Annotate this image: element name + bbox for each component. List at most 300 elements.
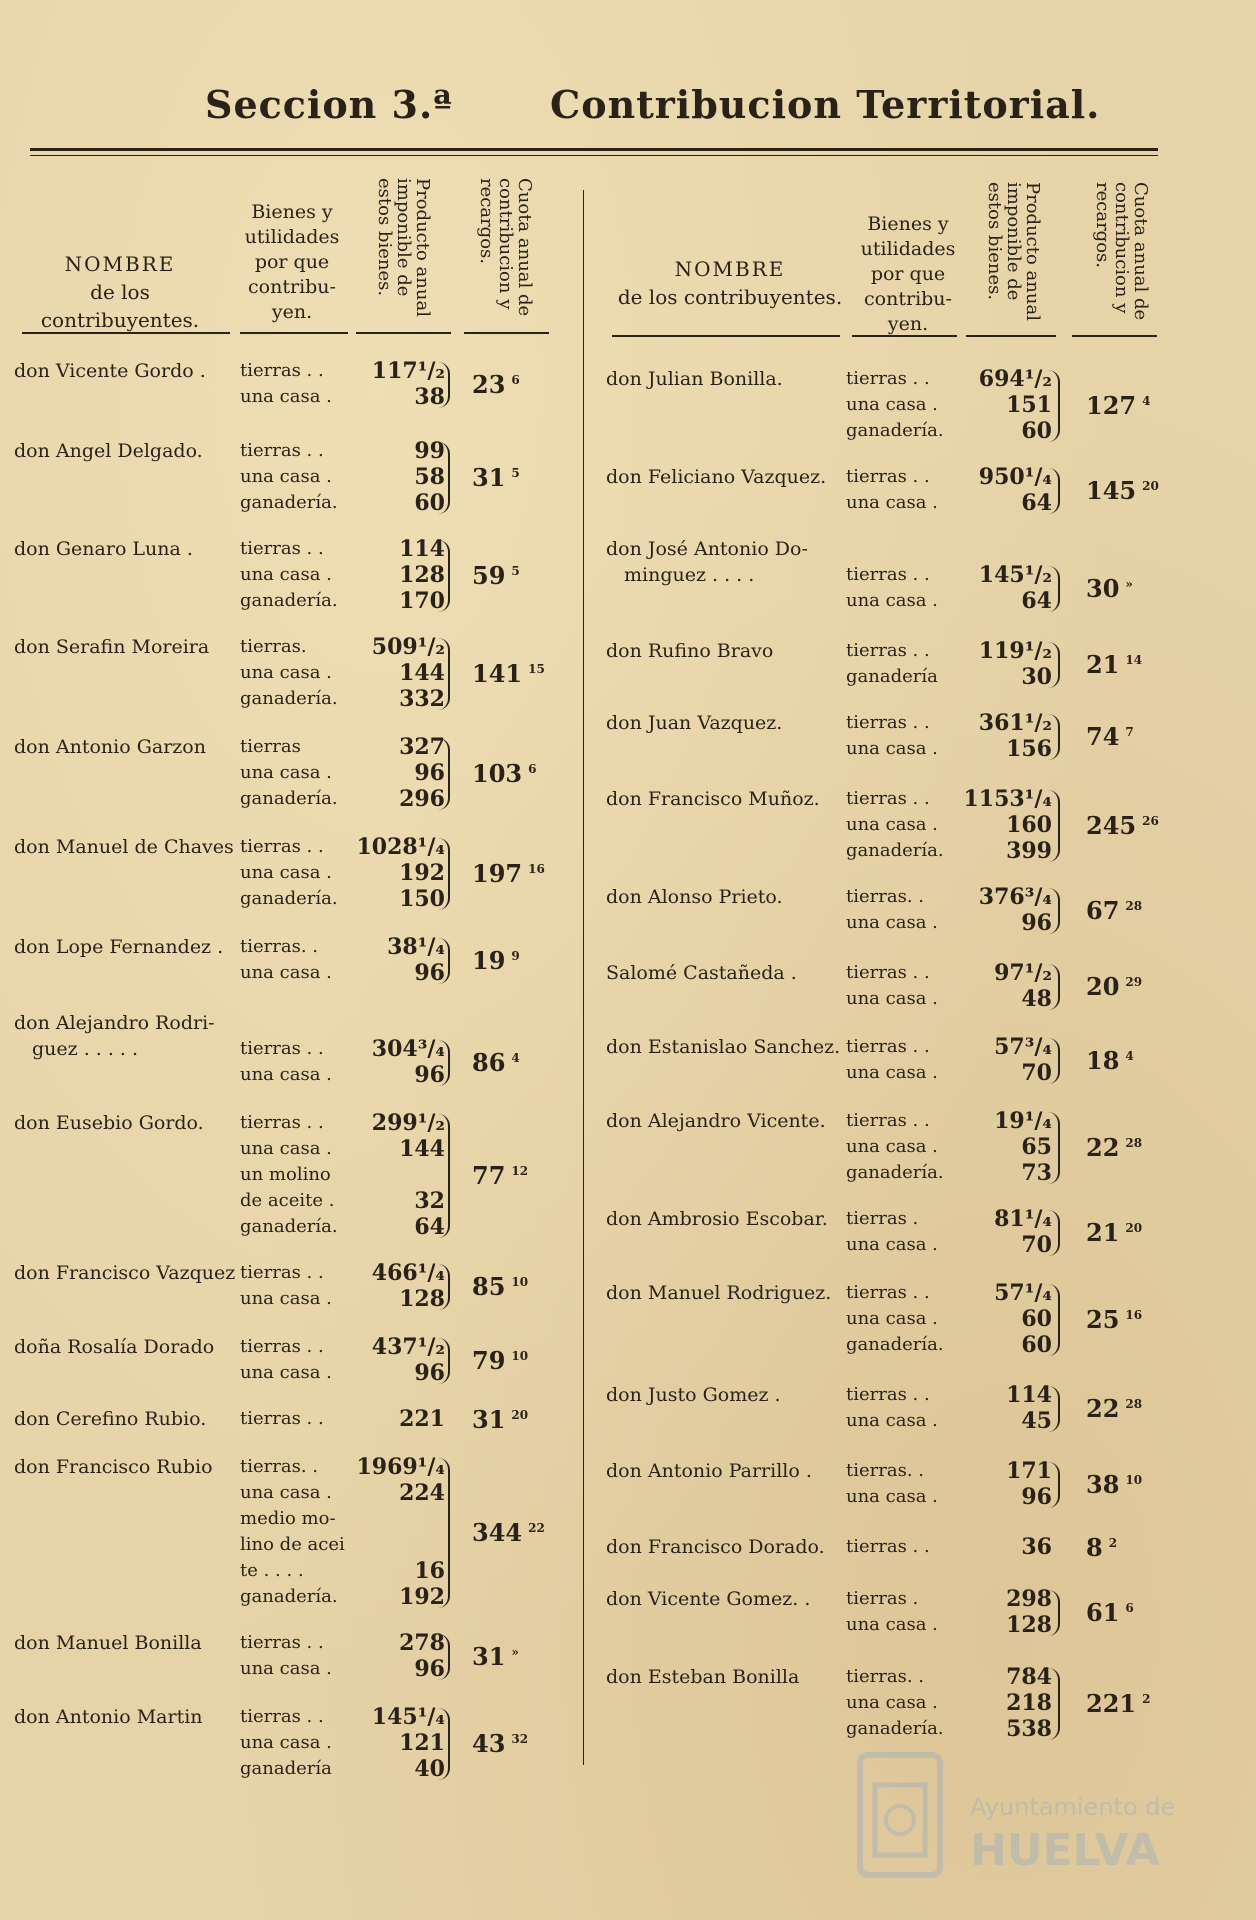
property-item: tierras. . — [240, 936, 318, 957]
product-values — [1006, 1664, 1052, 1742]
product-value: 145¹/₂ — [978, 562, 1052, 588]
property-item: tierras . . — [846, 640, 930, 661]
contributor-name: don Vicente Gomez. . — [606, 1588, 811, 1610]
property-list — [846, 368, 944, 446]
product-values — [372, 634, 445, 712]
property-item: una casa . — [846, 1692, 938, 1713]
product-value: 218 — [1006, 1690, 1052, 1716]
property-item: una casa . — [846, 492, 938, 513]
quota-value — [1086, 650, 1142, 679]
brace — [1048, 566, 1060, 612]
quota-cents: 4 — [1142, 394, 1151, 408]
property-list — [240, 1262, 332, 1314]
property-list — [240, 1632, 332, 1684]
title-rule-thin — [30, 155, 1158, 156]
quota-amount: 141 — [472, 659, 523, 688]
property-list — [846, 1036, 938, 1088]
product-value: 466¹/₄ — [371, 1260, 445, 1286]
property-item: una casa . — [846, 738, 938, 759]
name-header-line1: NOMBRE — [64, 252, 176, 276]
property-item: una casa . — [240, 1064, 332, 1085]
property-item: tierras . . — [846, 564, 930, 585]
quota-value — [472, 859, 545, 888]
property-item: ganadería. — [240, 1216, 338, 1237]
property-list — [240, 1408, 324, 1434]
quota-value — [1086, 1394, 1142, 1423]
product-value: 150 — [399, 886, 445, 912]
rule — [356, 332, 451, 334]
property-item: ganadería. — [846, 420, 944, 441]
product-value: 65 — [1021, 1134, 1052, 1160]
bienes-l2: utilidades — [860, 238, 956, 260]
product-value: 437¹/₂ — [371, 1334, 445, 1360]
brace — [1048, 1590, 1060, 1636]
property-item: de aceite . — [240, 1190, 335, 1211]
property-item: una casa . — [846, 1136, 938, 1157]
quota-value — [1086, 811, 1159, 840]
product-value: 128 — [399, 562, 445, 588]
product-value — [372, 1162, 445, 1188]
property-list — [240, 538, 338, 616]
product-value: 298 — [1006, 1586, 1052, 1612]
quota-value — [472, 1346, 528, 1375]
contributor-name: don Angel Delgado. — [14, 440, 203, 462]
brace — [438, 838, 450, 910]
quota-cents: 28 — [1125, 1136, 1143, 1150]
bienes-l3: por que — [870, 263, 946, 285]
property-item: una casa . — [240, 1138, 332, 1159]
quota-amount: 22 — [1086, 1133, 1120, 1162]
quota-amount: 23 — [472, 370, 506, 399]
property-item: una casa . — [240, 762, 332, 783]
property-list — [240, 1112, 338, 1242]
property-item: una casa . — [240, 1288, 332, 1309]
quota-value — [1086, 1689, 1150, 1718]
quota-value — [472, 1405, 528, 1434]
quota-amount: 61 — [1086, 1598, 1120, 1627]
quota-value — [1086, 896, 1142, 925]
property-list — [846, 962, 938, 1014]
brace — [438, 938, 450, 984]
brace — [1048, 964, 1060, 1010]
property-item: una casa . — [846, 1234, 938, 1255]
quota-cents: 15 — [528, 662, 545, 676]
brace — [438, 1264, 450, 1310]
property-list — [846, 712, 938, 764]
property-item: tierras — [240, 736, 301, 757]
product-value: 70 — [1021, 1232, 1052, 1258]
contributor-name: don Francisco Rubio — [14, 1456, 213, 1478]
quota-cents: 14 — [1125, 653, 1143, 667]
product-value: 278 — [399, 1630, 445, 1656]
product-value: 299¹/₂ — [371, 1110, 445, 1136]
contributor-name: don José Antonio Do- — [606, 538, 808, 560]
quota-cents: 22 — [528, 1521, 545, 1535]
property-item: una casa . — [846, 1308, 938, 1329]
product-values — [979, 366, 1052, 444]
product-value: 117¹/₂ — [371, 358, 445, 384]
product-values — [356, 834, 445, 912]
quota-value — [1086, 1133, 1142, 1162]
quota-value — [1086, 391, 1150, 420]
property-list — [846, 1536, 930, 1562]
quota-cents: 20 — [511, 1408, 529, 1422]
quota-amount: 79 — [472, 1346, 506, 1375]
product-value: 114 — [1006, 1382, 1052, 1408]
right-producto-header: Producto anual imponible de estos bienes. — [984, 182, 1043, 321]
quota-amount: 344 — [472, 1518, 523, 1547]
product-value: 950¹/₄ — [978, 464, 1052, 490]
property-list — [846, 1588, 938, 1640]
product-value: 1153¹/₄ — [963, 786, 1052, 812]
quota-amount: 30 — [1086, 574, 1120, 603]
contributor-name: don Cerefino Rubio. — [14, 1408, 207, 1430]
quota-cents: 5 — [511, 564, 520, 578]
contributor-name: don Juan Vazquez. — [606, 712, 783, 734]
quota-cents: 10 — [511, 1275, 529, 1289]
left-name-header — [15, 250, 225, 425]
product-value: 361¹/₂ — [978, 710, 1052, 736]
bienes-l4: contribu- — [864, 288, 952, 310]
quota-amount: 19 — [472, 946, 506, 975]
quota-value — [472, 1272, 528, 1301]
product-value — [356, 1506, 445, 1532]
property-list — [846, 1384, 938, 1436]
product-values — [979, 710, 1052, 762]
product-value: 57³/₄ — [994, 1034, 1052, 1060]
product-value: 32 — [414, 1188, 445, 1214]
product-value: 151 — [1006, 392, 1052, 418]
name-header-line1: NOMBRE — [674, 257, 786, 281]
contributor-name: doña Rosalía Dorado — [14, 1336, 215, 1358]
quota-cents: 6 — [1125, 1601, 1134, 1615]
bienes-l1: Bienes y — [251, 201, 333, 223]
property-item: tierras . . — [846, 368, 930, 389]
quota-value — [472, 1729, 528, 1758]
quota-cents: 28 — [1125, 899, 1143, 913]
brace — [1048, 370, 1060, 442]
product-value: 509¹/₂ — [371, 634, 445, 660]
brace — [1048, 1386, 1060, 1432]
property-item: tierras . . — [240, 1336, 324, 1357]
brace — [438, 1338, 450, 1384]
quota-value — [1086, 1046, 1134, 1075]
product-value: 145¹/₄ — [371, 1704, 445, 1730]
property-item: tierras . . — [846, 788, 930, 809]
product-value: 64 — [414, 1214, 445, 1240]
property-item: ganadería. — [240, 1586, 338, 1607]
property-item: una casa . — [846, 1410, 938, 1431]
contributor-name: don Ambrosio Escobar. — [606, 1208, 828, 1230]
product-value: 96 — [414, 960, 445, 986]
property-item: tierras . . — [846, 1282, 930, 1303]
product-value: 1969¹/₄ — [356, 1454, 445, 1480]
right-name-header — [610, 255, 850, 430]
product-value: 192 — [399, 860, 445, 886]
quota-amount: 103 — [472, 759, 523, 788]
left-cuota-header: Cuota anual de contribucion y recargos. — [476, 178, 535, 317]
product-value: 170 — [399, 588, 445, 614]
right-cuota-header: Cuota anual de contribucion y recargos. — [1092, 182, 1151, 321]
property-item: una casa . — [240, 862, 332, 883]
contributor-name: don Vicente Gordo . — [14, 360, 206, 382]
product-value: 1028¹/₄ — [356, 834, 445, 860]
product-value: 114 — [399, 536, 445, 562]
rule — [966, 335, 1056, 337]
product-value: 96 — [414, 760, 445, 786]
product-values — [979, 638, 1052, 690]
section-label: Seccion 3.ª — [205, 82, 453, 127]
property-item: tierras . . — [846, 466, 930, 487]
product-value: 224 — [399, 1480, 445, 1506]
property-item: una casa . — [846, 394, 938, 415]
product-value: 60 — [1021, 1332, 1052, 1358]
quota-cents: 16 — [528, 862, 545, 876]
brace — [438, 540, 450, 612]
brace — [1048, 642, 1060, 688]
quota-cents: 28 — [1125, 1397, 1143, 1411]
property-item: una casa . — [240, 1658, 332, 1679]
rule — [612, 335, 840, 337]
brace — [1048, 790, 1060, 862]
contributor-name-cont: minguez . . . . — [624, 564, 755, 586]
property-item: tierras . . — [846, 962, 930, 983]
brace — [1048, 1112, 1060, 1184]
contributor-name: don Lope Fernandez . — [14, 936, 224, 958]
product-value: 144 — [399, 660, 445, 686]
quota-amount: 43 — [472, 1729, 506, 1758]
property-item: un molino — [240, 1164, 331, 1185]
product-values — [399, 1406, 445, 1432]
product-value: 128 — [1006, 1612, 1052, 1638]
quota-cents: 6 — [511, 373, 520, 387]
property-item: ganadería. — [240, 492, 338, 513]
quota-value — [472, 759, 536, 788]
property-item: tierras. — [240, 636, 307, 657]
rule — [240, 332, 348, 334]
contributor-name: don Antonio Parrillo . — [606, 1460, 812, 1482]
product-value: 96 — [1021, 1484, 1052, 1510]
property-item: una casa . — [240, 662, 332, 683]
brace — [1048, 714, 1060, 760]
product-values — [994, 1206, 1052, 1258]
property-list — [240, 1336, 332, 1388]
property-list — [240, 836, 338, 914]
product-values — [356, 1454, 445, 1610]
contributor-name: don Francisco Muñoz. — [606, 788, 820, 810]
quota-value — [1086, 1305, 1142, 1334]
name-header-line2: de los contribuyentes. — [617, 285, 843, 309]
product-values — [963, 786, 1052, 864]
quota-amount: 245 — [1086, 811, 1137, 840]
property-list — [846, 788, 944, 866]
contributor-name: don Rufino Bravo — [606, 640, 774, 662]
brace — [438, 738, 450, 810]
name-header-line2: de los contribuyentes. — [40, 280, 200, 332]
property-list — [846, 1460, 938, 1512]
quota-cents: » — [1125, 577, 1133, 591]
quota-amount: 74 — [1086, 722, 1120, 751]
quota-amount: 127 — [1086, 391, 1137, 420]
center-divider — [583, 190, 584, 1765]
product-value: 160 — [1006, 812, 1052, 838]
product-value: 221 — [399, 1406, 445, 1432]
quota-value — [1086, 1470, 1142, 1499]
quota-value — [1086, 722, 1134, 751]
quota-cents: » — [511, 1645, 519, 1659]
product-values — [994, 960, 1052, 1012]
property-item: ganadería. — [846, 1162, 944, 1183]
contributor-name-cont: guez . . . . . — [32, 1038, 139, 1060]
bienes-l5: yen. — [887, 313, 929, 335]
quota-amount: 31 — [472, 463, 506, 492]
product-value: 36 — [1021, 1534, 1052, 1560]
quota-amount: 221 — [1086, 1689, 1137, 1718]
property-list — [240, 440, 338, 518]
property-item: una casa . — [240, 1482, 332, 1503]
property-item: tierras . . — [240, 1408, 324, 1429]
seal-line2: HUELVA — [970, 1825, 1160, 1876]
product-value: 16 — [414, 1558, 445, 1584]
contributor-name: don Serafin Moreira — [14, 636, 210, 658]
contributor-name: don Antonio Garzon — [14, 736, 206, 758]
quota-cents: 10 — [511, 1349, 529, 1363]
property-list — [846, 1208, 938, 1260]
product-value: 64 — [1021, 588, 1052, 614]
contributor-name: Salomé Castañeda . — [606, 962, 797, 984]
product-value: 99 — [414, 438, 445, 464]
property-item: lino de acei — [240, 1534, 345, 1555]
quota-amount: 145 — [1086, 476, 1137, 505]
product-value: 327 — [399, 734, 445, 760]
quota-cents: 29 — [1125, 975, 1143, 989]
quota-amount: 38 — [1086, 1470, 1120, 1499]
product-value: 73 — [1021, 1160, 1052, 1186]
property-list — [240, 360, 332, 412]
product-value: 40 — [414, 1756, 445, 1782]
brace — [438, 638, 450, 710]
bienes-l1: Bienes y — [867, 213, 949, 235]
contributor-name: don Feliciano Vazquez. — [606, 466, 827, 488]
contributor-name: don Alejandro Vicente. — [606, 1110, 826, 1132]
property-list — [240, 1706, 332, 1784]
quota-amount: 86 — [472, 1048, 506, 1077]
quota-amount: 25 — [1086, 1305, 1120, 1334]
quota-amount: 197 — [472, 859, 523, 888]
product-value: 119¹/₂ — [978, 638, 1052, 664]
product-values — [979, 884, 1052, 936]
quota-value — [472, 1161, 528, 1190]
product-values — [1006, 1586, 1052, 1638]
product-values — [372, 1260, 445, 1312]
bienes-l3: por que — [254, 251, 330, 273]
contributor-name: don Julian Bonilla. — [606, 368, 783, 390]
property-item: ganadería. — [240, 590, 338, 611]
quota-value — [472, 463, 520, 492]
brace — [1048, 1210, 1060, 1256]
product-values — [387, 934, 445, 986]
quota-value — [1086, 972, 1142, 1001]
quota-cents: 2 — [1142, 1692, 1151, 1706]
quota-value — [1086, 1533, 1117, 1562]
quota-value — [472, 561, 520, 590]
product-values — [372, 1334, 445, 1386]
property-item: tierras . — [846, 1588, 919, 1609]
right-bienes-header — [848, 212, 968, 387]
product-values — [1006, 1458, 1052, 1510]
property-item: tierras. . — [846, 1666, 924, 1687]
product-value: 57¹/₄ — [994, 1280, 1052, 1306]
product-values — [994, 1034, 1052, 1086]
property-item: tierras . . — [846, 1536, 930, 1557]
product-value: 96 — [414, 1656, 445, 1682]
quota-amount: 31 — [472, 1405, 506, 1434]
contributor-name: don Antonio Martin — [14, 1706, 203, 1728]
product-value: 96 — [1021, 910, 1052, 936]
product-value: 60 — [414, 490, 445, 516]
product-value — [356, 1532, 445, 1558]
product-value: 784 — [1006, 1664, 1052, 1690]
quota-cents: 16 — [1125, 1308, 1143, 1322]
quota-value — [472, 946, 520, 975]
property-list — [846, 1282, 944, 1360]
brace — [438, 1458, 450, 1608]
quota-cents: 26 — [1142, 814, 1159, 828]
brace — [438, 1634, 450, 1680]
quota-amount: 31 — [472, 1642, 506, 1671]
seal-line1: Ayuntamiento de — [970, 1793, 1176, 1821]
property-item: ganadería. — [846, 1718, 944, 1739]
property-item: tierras . . — [240, 836, 324, 857]
quota-amount: 77 — [472, 1161, 506, 1190]
contributor-name: don Manuel Bonilla — [14, 1632, 202, 1654]
property-item: tierras . . — [240, 1706, 324, 1727]
product-values — [979, 464, 1052, 516]
quota-cents: 4 — [1125, 1049, 1134, 1063]
product-value: 48 — [1021, 986, 1052, 1012]
property-item: ganadería. — [846, 840, 944, 861]
contributor-name: don Manuel Rodriguez. — [606, 1282, 832, 1304]
quota-amount: 22 — [1086, 1394, 1120, 1423]
quota-amount: 67 — [1086, 896, 1120, 925]
product-value: 144 — [399, 1136, 445, 1162]
brace — [1048, 1462, 1060, 1508]
quota-cents: 2 — [1108, 1536, 1118, 1550]
product-value: 96 — [414, 1062, 445, 1088]
product-value: 64 — [1021, 490, 1052, 516]
product-value: 156 — [1006, 736, 1052, 762]
property-item: tierras . . — [240, 1112, 324, 1133]
property-item: una casa . — [846, 1062, 938, 1083]
product-value: 60 — [1021, 418, 1052, 444]
quota-amount: 59 — [472, 561, 506, 590]
product-value: 192 — [399, 1584, 445, 1610]
product-value: 38 — [414, 384, 445, 410]
brace — [438, 1708, 450, 1780]
property-item: tierras . . — [240, 538, 324, 559]
contributor-name: don Esteban Bonilla — [606, 1666, 800, 1688]
quota-amount: 8 — [1086, 1533, 1103, 1562]
product-values — [1021, 1534, 1052, 1560]
property-list — [240, 736, 338, 814]
brace — [1048, 468, 1060, 514]
contributor-name: don Justo Gomez . — [606, 1384, 781, 1406]
bienes-l2: utilidades — [244, 226, 340, 248]
bienes-l4: contribu- — [248, 276, 336, 298]
property-list — [240, 636, 338, 714]
property-item: tierras. . — [846, 1460, 924, 1481]
quota-value — [472, 1518, 545, 1547]
